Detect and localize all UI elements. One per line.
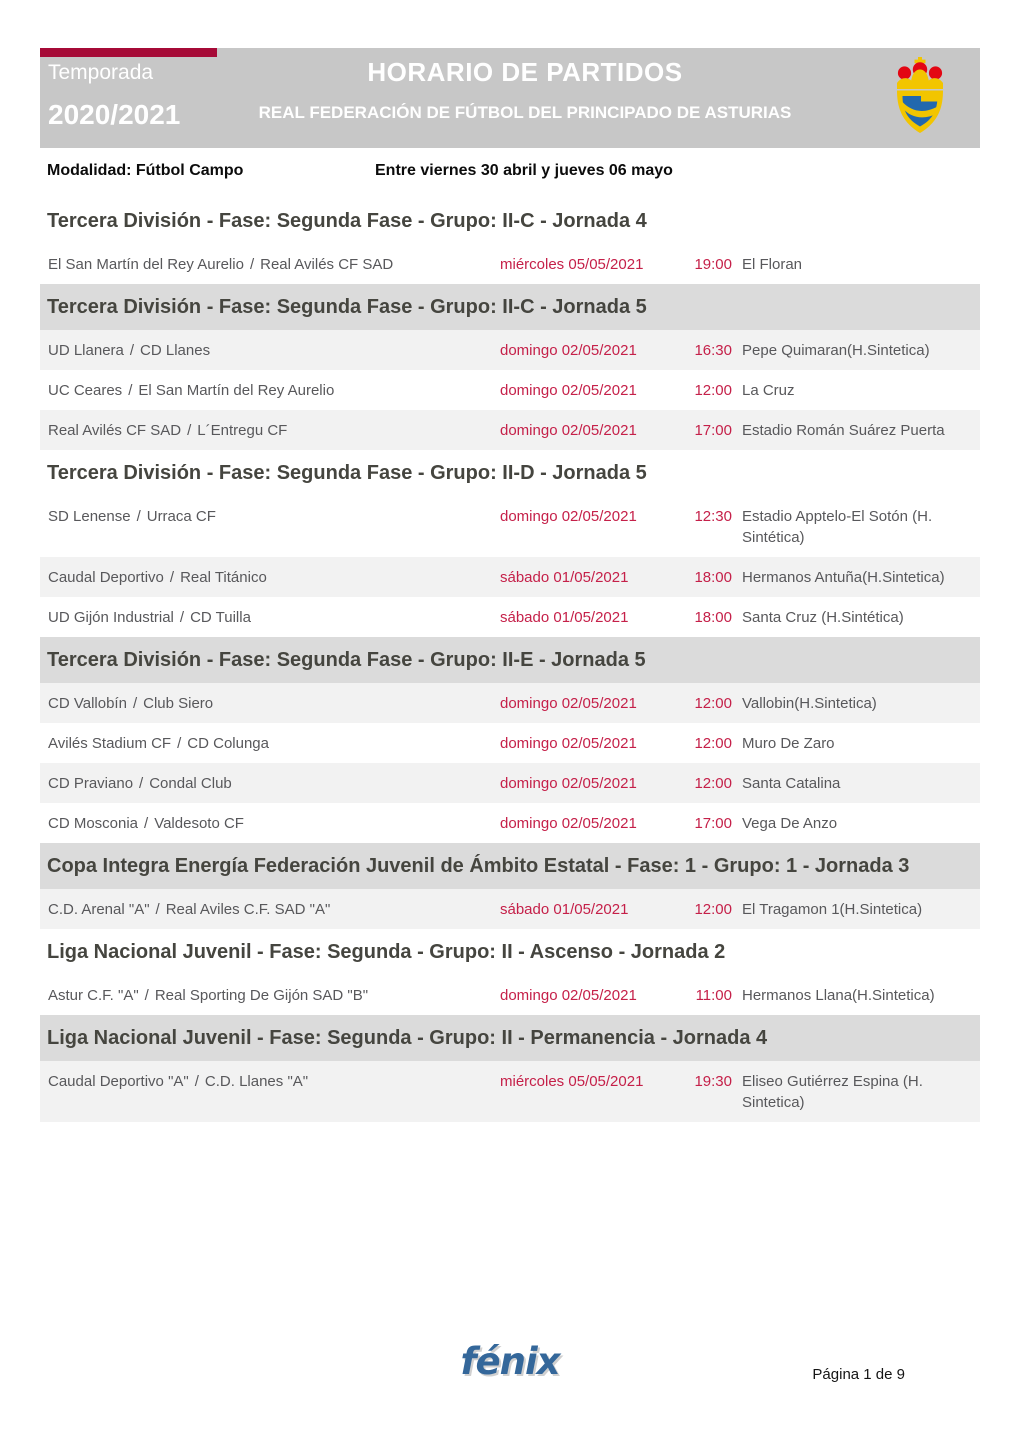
- teams-separator: /: [179, 609, 185, 626]
- match-row: [40, 557, 980, 597]
- match-venue: Santa Cruz (H.Sintética): [742, 609, 904, 626]
- match-venue: Hermanos Llana(H.Sintetica): [742, 987, 935, 1004]
- match-venue: Hermanos Antuña(H.Sintetica): [742, 569, 945, 586]
- match-venue: Vallobin(H.Sintetica): [742, 695, 877, 712]
- match-time: 17:00: [694, 422, 732, 439]
- accent-bar: [40, 48, 217, 57]
- match-time: 17:00: [694, 815, 732, 832]
- match-date: domingo 02/05/2021: [500, 735, 637, 752]
- home-team: Astur C.F. "A": [48, 987, 139, 1004]
- modality-label: Modalidad: Fútbol Campo: [47, 162, 244, 179]
- home-team: El San Martín del Rey Aurelio: [48, 256, 244, 273]
- match-teams: [48, 567, 500, 588]
- match-teams: [48, 813, 500, 834]
- season-value: 2020/2021: [48, 99, 181, 130]
- match-teams: [48, 254, 500, 275]
- match-date: domingo 02/05/2021: [500, 342, 637, 359]
- match-time: 12:00: [694, 695, 732, 712]
- away-team: CD Llanes: [140, 342, 211, 359]
- match-venue: Eliseo Gutiérrez Espina (H. Sintetica): [742, 1073, 923, 1111]
- match-teams: [48, 773, 500, 794]
- away-team: Real Titánico: [180, 569, 267, 586]
- match-row: [40, 410, 980, 450]
- teams-separator: /: [139, 775, 144, 792]
- teams-separator: /: [155, 901, 160, 918]
- match-venue: La Cruz: [742, 382, 795, 399]
- away-team: Condal Club: [149, 775, 232, 792]
- match-date: miércoles 05/05/2021: [500, 1073, 644, 1090]
- match-date: domingo 02/05/2021: [500, 775, 637, 792]
- home-team: Real Avilés CF SAD: [48, 422, 182, 439]
- report-header-center: [220, 56, 830, 124]
- page-indicator: Página 1 de 9: [812, 1366, 905, 1383]
- home-team: CD Praviano: [48, 775, 134, 792]
- meta-line: [40, 162, 980, 184]
- match-teams: [48, 607, 500, 628]
- teams-separator: /: [169, 569, 175, 586]
- match-time: 12:00: [694, 382, 732, 399]
- home-team: UD Llanera: [48, 342, 124, 359]
- match-teams: [48, 733, 500, 754]
- away-team: L´Entregu CF: [197, 422, 288, 439]
- match-row: [40, 889, 980, 929]
- match-time: 18:00: [694, 569, 732, 586]
- match-teams: [48, 340, 500, 361]
- match-venue: Santa Catalina: [742, 775, 841, 792]
- match-time: 12:30: [694, 508, 732, 525]
- teams-separator: /: [177, 735, 182, 752]
- match-row: [40, 244, 980, 284]
- match-time: 12:00: [694, 901, 732, 918]
- match-row: [40, 330, 980, 370]
- match-row: [40, 803, 980, 843]
- teams-separator: /: [144, 815, 149, 832]
- match-teams: [48, 420, 500, 441]
- away-team: C.D. Llanes "A": [204, 1073, 309, 1090]
- match-teams: [48, 506, 500, 527]
- page-footer: [40, 1338, 980, 1408]
- match-time: 19:00: [694, 256, 732, 273]
- season-block: [48, 60, 180, 132]
- teams-separator: /: [144, 987, 149, 1004]
- match-date: domingo 02/05/2021: [500, 382, 637, 399]
- match-date: sábado 01/05/2021: [500, 609, 629, 626]
- match-venue: Vega De Anzo: [742, 815, 838, 832]
- match-date: domingo 02/05/2021: [500, 422, 637, 439]
- match-teams: [48, 693, 500, 714]
- match-date: domingo 02/05/2021: [500, 987, 637, 1004]
- match-row: [40, 1061, 980, 1122]
- section-heading: Copa Integra Energía Federación Juvenil de Ámbito Estatal - Fase: 1 - Grupo: 1 - Jornada 3: [40, 843, 980, 889]
- section-heading: Liga Nacional Juvenil - Fase: Segunda - Grupo: II - Ascenso - Jornada 2: [47, 941, 726, 963]
- match-teams: [48, 985, 500, 1006]
- section-heading: Tercera División - Fase: Segunda Fase - Grupo: II-C - Jornada 4: [47, 210, 647, 232]
- match-row: [40, 370, 980, 410]
- away-team: El San Martín del Rey Aurelio: [138, 382, 335, 399]
- report-header: [40, 48, 980, 148]
- away-team: Urraca CF: [146, 508, 216, 525]
- match-time: 11:00: [695, 987, 732, 1004]
- match-date: sábado 01/05/2021: [500, 569, 629, 586]
- section-heading: Tercera División - Fase: Segunda Fase - Grupo: II-C - Jornada 5: [40, 284, 980, 330]
- home-team: Caudal Deportivo "A": [48, 1073, 189, 1090]
- match-row: [40, 597, 980, 637]
- match-time: 12:00: [694, 735, 732, 752]
- away-team: CD Tuilla: [190, 609, 251, 626]
- federation-crest-icon: [888, 57, 952, 139]
- report-subtitle: REAL FEDERACIÓN DE FÚTBOL DEL PRINCIPADO DE ASTURIAS: [258, 103, 792, 122]
- home-team: CD Vallobín: [48, 695, 127, 712]
- match-time: 16:30: [694, 342, 732, 359]
- away-team: Club Siero: [143, 695, 214, 712]
- teams-separator: /: [136, 508, 141, 525]
- report-title: HORARIO DE PARTIDOS: [367, 57, 683, 87]
- match-teams: [48, 1071, 500, 1092]
- match-date: domingo 02/05/2021: [500, 815, 637, 832]
- fenix-logo: fénix: [460, 1340, 560, 1383]
- teams-separator: /: [128, 382, 133, 399]
- away-team: Real Aviles C.F. SAD "A": [165, 901, 331, 918]
- home-team: UD Gijón Industrial: [48, 609, 174, 626]
- away-team: Valdesoto CF: [154, 815, 244, 832]
- match-venue: Estadio Román Suárez Puerta: [742, 422, 945, 439]
- match-schedule: [40, 198, 980, 1122]
- match-teams: [48, 899, 500, 920]
- match-row: [40, 496, 980, 557]
- match-teams: [48, 380, 500, 401]
- home-team: C.D. Arenal "A": [48, 901, 150, 918]
- date-range-label: Entre viernes 30 abril y jueves 06 mayo: [375, 162, 673, 179]
- match-row: [40, 723, 980, 763]
- home-team: CD Mosconia: [48, 815, 139, 832]
- section-heading: Tercera División - Fase: Segunda Fase - Grupo: II-D - Jornada 5: [47, 462, 647, 484]
- match-date: miércoles 05/05/2021: [500, 256, 644, 273]
- away-team: CD Colunga: [187, 735, 269, 752]
- match-time: 12:00: [694, 775, 732, 792]
- match-row: [40, 763, 980, 803]
- match-venue: Muro De Zaro: [742, 735, 835, 752]
- match-row: [40, 683, 980, 723]
- home-team: Caudal Deportivo: [48, 569, 164, 586]
- match-venue: El Floran: [742, 256, 803, 273]
- teams-separator: /: [194, 1073, 199, 1090]
- home-team: Avilés Stadium CF: [48, 735, 172, 752]
- home-team: SD Lenense: [48, 508, 131, 525]
- away-team: Real Sporting De Gijón SAD "B": [154, 987, 369, 1004]
- home-team: UC Ceares: [48, 382, 123, 399]
- match-date: domingo 02/05/2021: [500, 695, 637, 712]
- section-heading: Liga Nacional Juvenil - Fase: Segunda - Grupo: II - Permanencia - Jornada 4: [40, 1015, 980, 1061]
- teams-separator: /: [187, 422, 192, 439]
- match-row: [40, 975, 980, 1015]
- teams-separator: /: [249, 256, 255, 273]
- away-team: Real Avilés CF SAD: [260, 256, 394, 273]
- season-label: Temporada: [48, 61, 154, 84]
- match-time: 18:00: [694, 609, 732, 626]
- match-venue: Pepe Quimaran(H.Sintetica): [742, 342, 930, 359]
- match-date: domingo 02/05/2021: [500, 508, 637, 525]
- match-venue: El Tragamon 1(H.Sintetica): [742, 901, 923, 918]
- match-venue: Estadio Apptelo-El Sotón (H. Sintética): [742, 508, 933, 546]
- teams-separator: /: [132, 695, 138, 712]
- match-date: sábado 01/05/2021: [500, 901, 629, 918]
- match-time: 19:30: [694, 1073, 732, 1090]
- teams-separator: /: [129, 342, 135, 359]
- section-heading: Tercera División - Fase: Segunda Fase - Grupo: II-E - Jornada 5: [40, 637, 980, 683]
